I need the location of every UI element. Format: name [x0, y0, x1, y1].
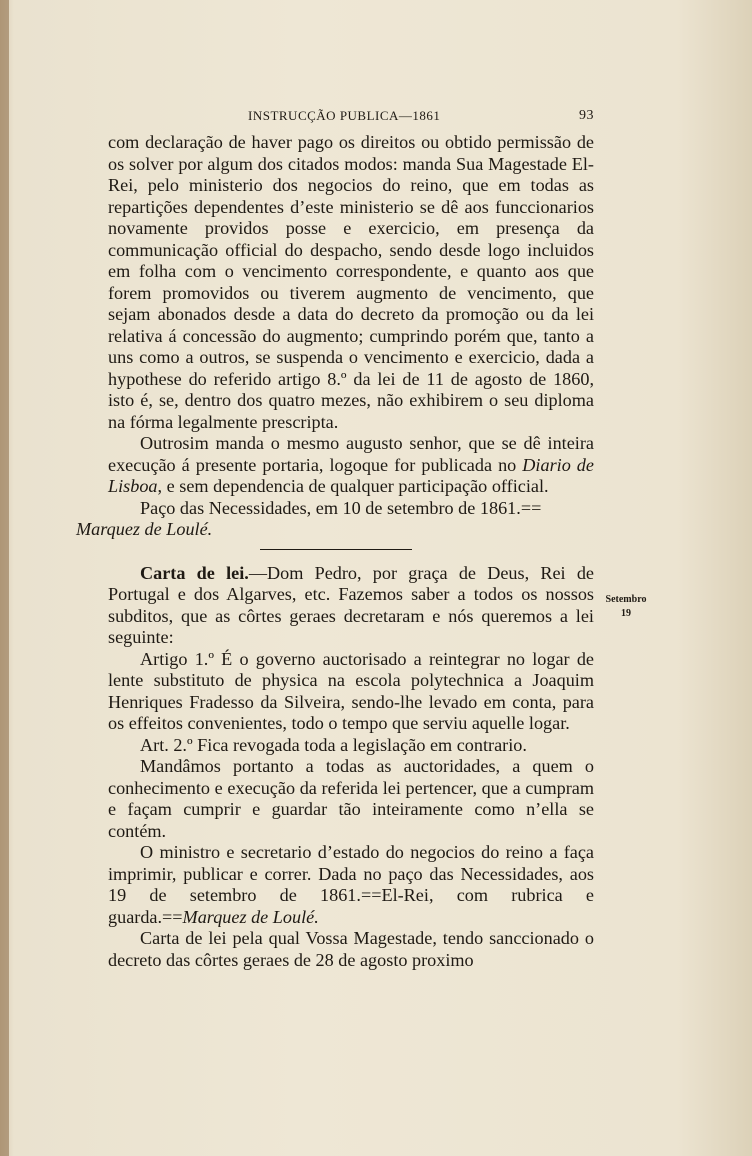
- margin-date-note: [602, 593, 650, 621]
- paragraph-outrosim: [108, 433, 594, 498]
- paragraph-signature-date: [76, 497, 594, 541]
- section-gap: [108, 550, 594, 563]
- section-heading: Carta de lei.: [140, 562, 249, 583]
- newspaper-title: Diario de Lisboa: [108, 454, 594, 496]
- signature-date: Paço das Necessidades, em 10 de setembro de 1861.==: [140, 497, 542, 518]
- paragraph-artigo-1: Artigo 1.º É o governo auctorisado a reintegrar no logar de lente substituto de physica na escola polytechnica a Joaquim Henriques Fradesso da Silveira, sendo-lhe levado em conta, para os effeitos convenientes, todo o tempo que serviu aquelle logar.: [108, 648, 594, 733]
- signatory-name: Marquez de Loulé.: [76, 519, 213, 539]
- paragraph-carta-sanccao: Carta de lei pela qual Vossa Magestade, tendo sanccionado o decreto das côrtes geraes de 28 de agosto proximo: [108, 928, 594, 970]
- margin-day: 19: [621, 608, 631, 619]
- paragraph-mandamos: Mandâmos portanto a todas as auctoridades, a quem o conhecimento e execução da referida lei pertencer, que a cumpram e façam cumprir e guardar tão inteiramente como n’ella se contém.: [108, 756, 594, 841]
- header-title: INSTRUCÇÃO PUBLICA—1861: [248, 108, 441, 123]
- running-header: [108, 108, 594, 128]
- paragraph-text: —Dom Pedro, por graça de Deus, Rei de Portugal e dos Algarves, etc. Fazemos saber a todos os nossos subditos, que as côrtes geraes decretaram e nós queremos a lei seguinte:: [108, 562, 594, 647]
- margin-month: Setembro: [605, 594, 647, 605]
- paragraph-carta-de-lei: [108, 563, 594, 649]
- page-number: 93: [579, 108, 594, 123]
- page-spine-edge: [0, 0, 9, 1156]
- signatory-name: Marquez de Loulé.: [182, 906, 319, 927]
- body-text: [76, 132, 594, 971]
- paragraph-artigo-2: Art. 2.º Fica revogada toda a legislação em contrario.: [140, 734, 527, 755]
- paragraph-text: , e sem dependencia de qualquer participação official.: [157, 476, 549, 496]
- paragraph-ministro: [108, 842, 594, 928]
- paragraph-portaria-continuation: com declaração de haver pago os direitos ou obtido permissão de os solver por algum dos citados modos: manda Sua Magestade El-Rei, pelo ministerio dos negocios do reino, que em todas as repartições dependentes d’este ministerio se dê aos funccionarios novamente providos posse e exercicio, em presença da communicação official do despacho, sendo desde logo incluidos em folha com o vencimento correspondente, e quanto aos que forem promovidos ou tiverem augmento de vencimento, que sejam abonados desde a data do decreto da promoção ou da lei relativa á concessão do augmento; cumprindo porém que, tanto a uns como a outros, se suspenda o vencimento e exercicio, dada a hypothese do referido artigo 8.º da lei de 11 de agosto de 1860, isto é, se, dentro dos quatro mezes, não exhibirem o seu diploma na fórma legalmente prescripta.: [108, 132, 594, 432]
- paragraph-text: O ministro e secretario d’estado do negocios do reino a faça imprimir, publicar e correr. Dada no paço das Necessidades, aos 19 de setembro de 1861.==El-Rei, com rubrica e guarda.==: [108, 842, 594, 927]
- paragraph-text: Outrosim manda o mesmo augusto senhor, que se dê inteira execução á presente portaria, logoque for publicada no: [108, 433, 594, 475]
